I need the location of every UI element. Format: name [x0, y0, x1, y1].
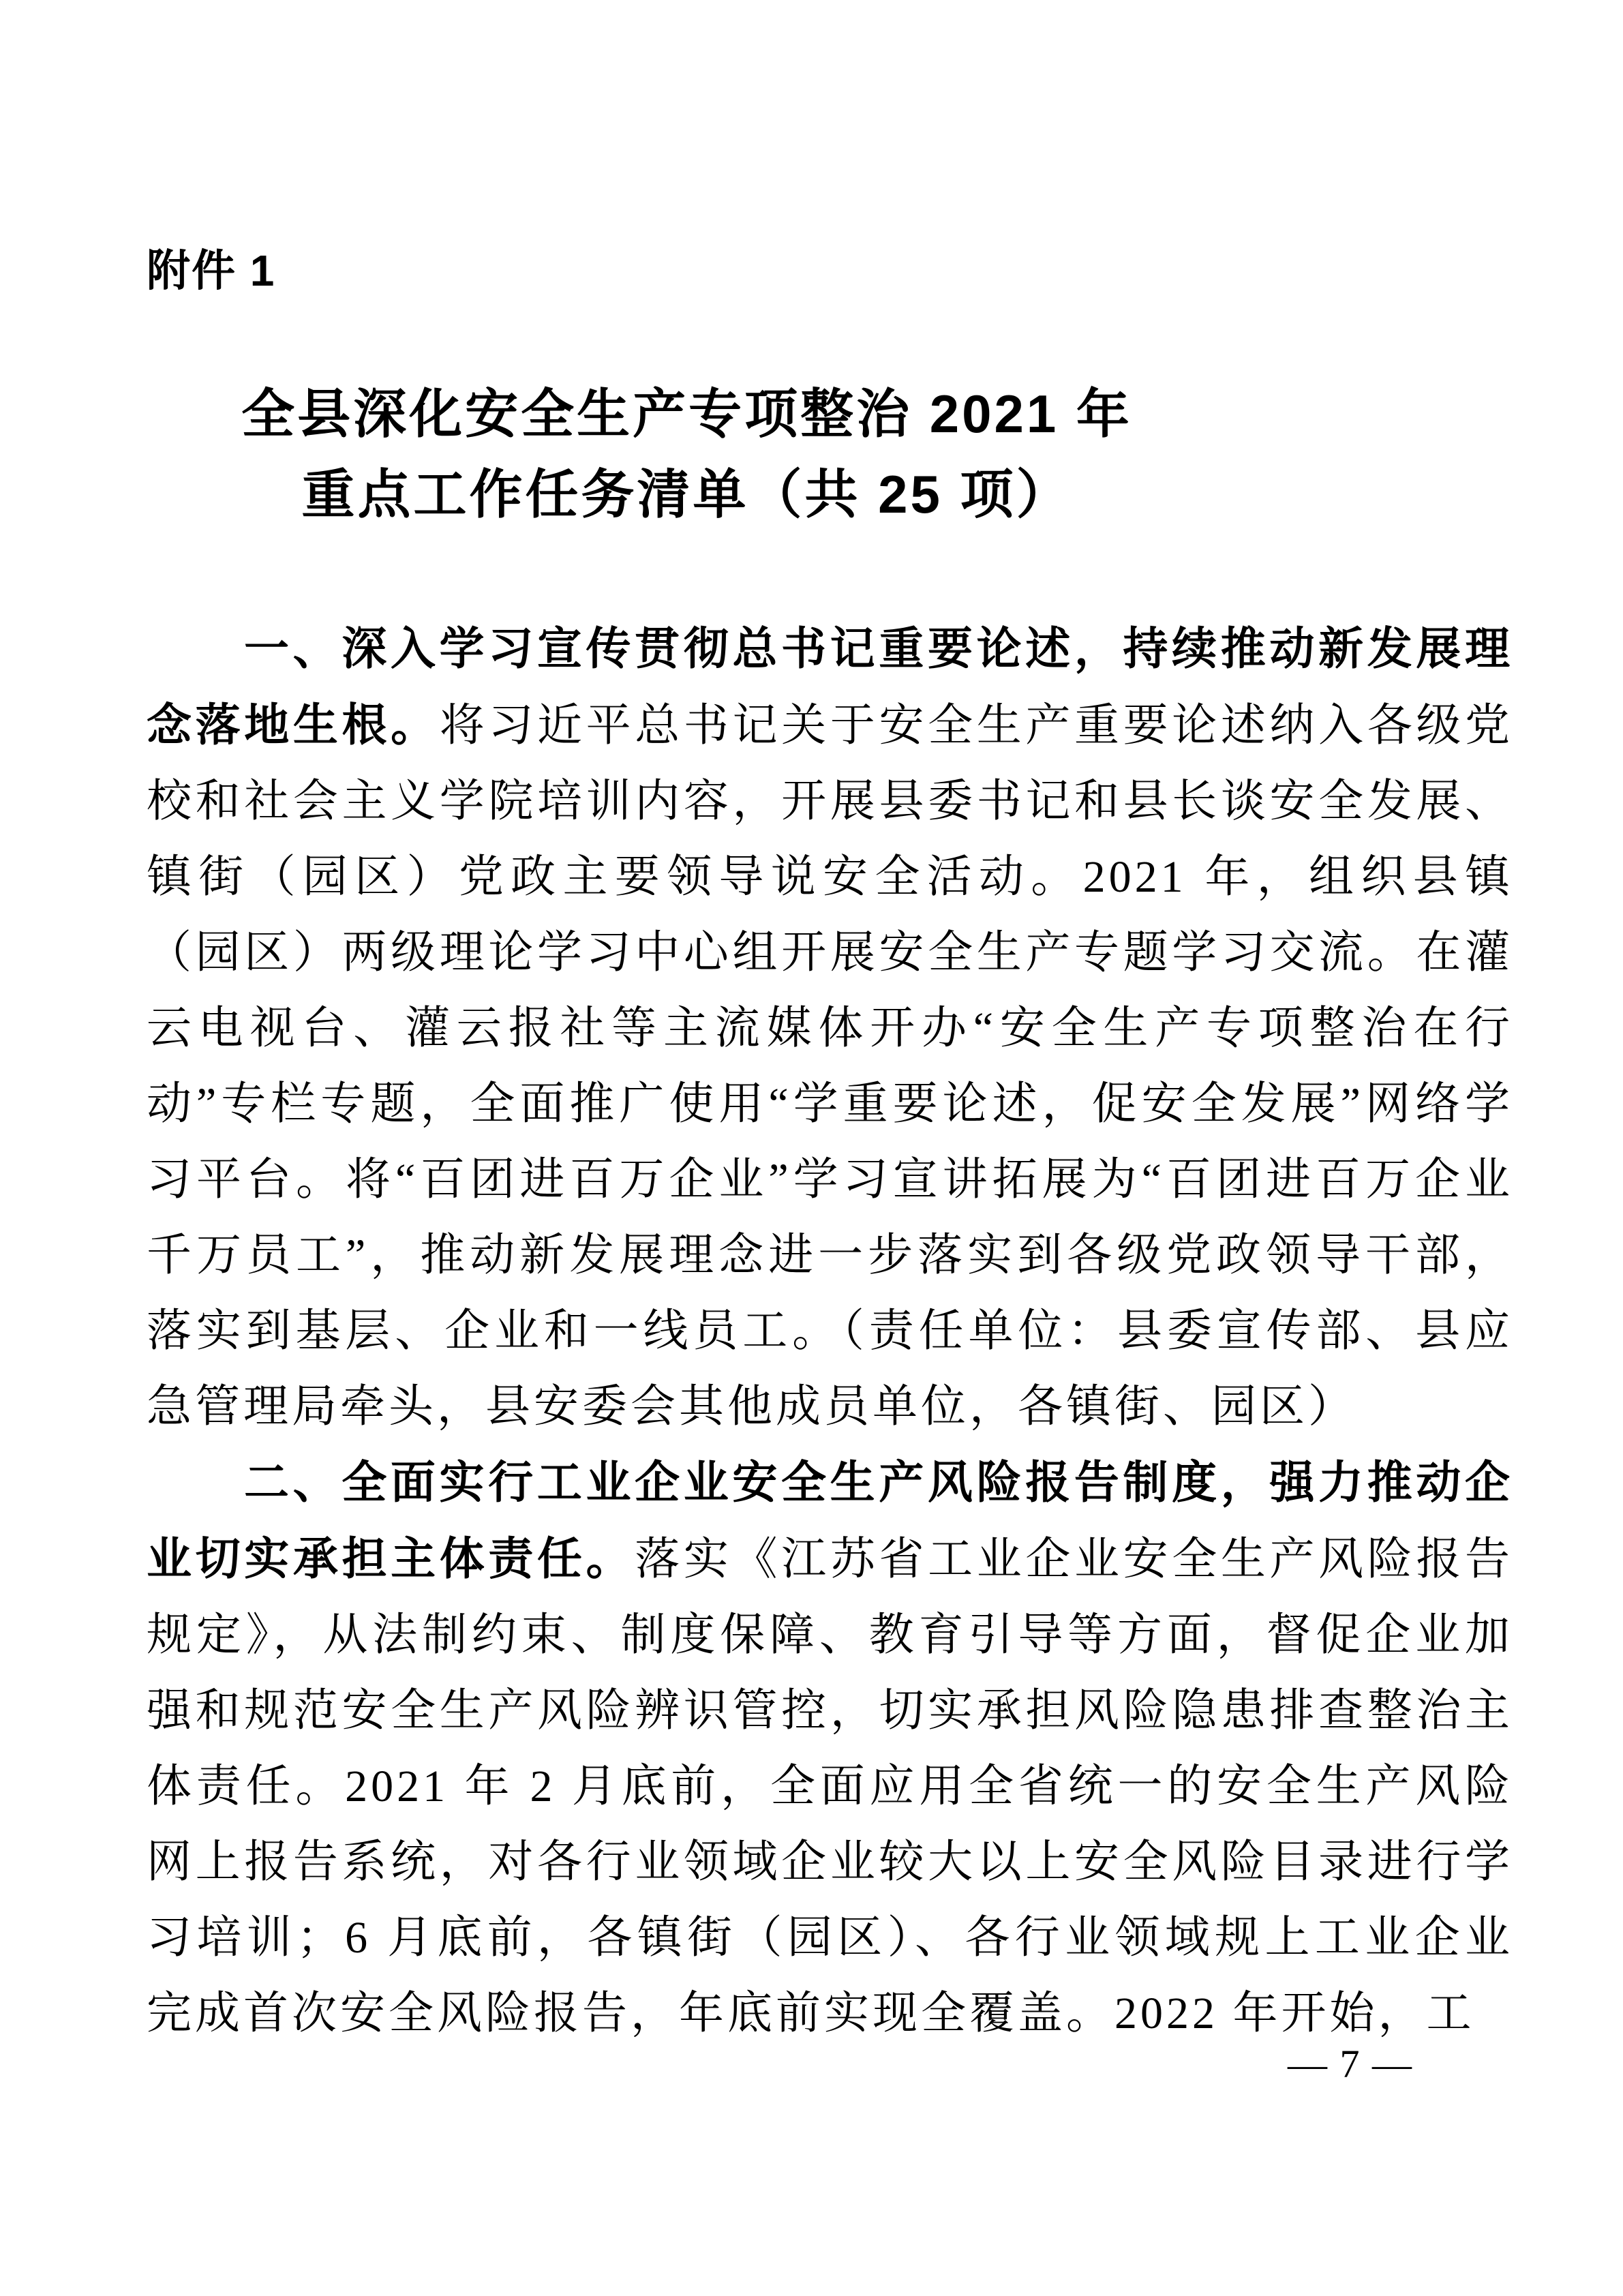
page-number: — 7 — — [1288, 2042, 1413, 2086]
document-title — [147, 374, 1513, 534]
document-title-line-1: 全县深化安全生产专项整治 2021 年 — [241, 384, 1132, 444]
attachment-label: 附件 1 — [147, 246, 276, 295]
paragraph-2-lead: 二、全面实行工业企业安全生产风险报告制度，强力推动企业切实承担主体责任。 — [147, 1457, 1513, 1584]
paragraph-1-lead: 一、深入学习宣传贯彻总书记重要论述，持续推动新发展理念落地生根。 — [147, 623, 1513, 750]
document-title-line-2: 重点工作任务清单（共 25 项） — [301, 464, 1072, 524]
document-body — [147, 611, 1513, 2051]
paragraph-2-text: 落实《江苏省工业企业安全生产风险报告规定》，从法制约束、制度保障、教育引导等方面，督促企业加强和规范安全生产风险辨识管控，切实承担风险隐患排查整治主体责任。2021 年 2 月底前，全面应用全省统一的安全生产风险网上报告系统，对各行业领域企业较大以上安全风险目录进行学习培训；6 月底前，各镇街（园区）、各行业领域规上工业企业完成首次安全风险报告，年底前实现全覆盖。2022 年开始，工 — [147, 1535, 1514, 2038]
paragraph-2 — [147, 1445, 1513, 2051]
paragraph-1 — [147, 611, 1513, 1445]
paragraph-1-text: 将习近平总书记关于安全生产重要论述纳入各级党校和社会主义学院培训内容，开展县委书记和县长谈安全发展、镇街（园区）党政主要领导说安全活动。2021 年，组织县镇（园区）两级理论学习中心组开展安全生产专题学习交流。在灌云电视台、灌云报社等主流媒体开办“安全生产专项整治在行动”专栏专题，全面推广使用“学重要论述，促安全发展”网络学习平台。将“百团进百万企业”学习宣讲拓展为“百团进百万企业千万员工”，推动新发展理念进一步落实到各级党政领导干部，落实到基层、企业和一线员工。（责任单位：县委宣传部、县应急管理局牵头，县安委会其他成员单位，各镇街、园区） — [147, 701, 1514, 1432]
